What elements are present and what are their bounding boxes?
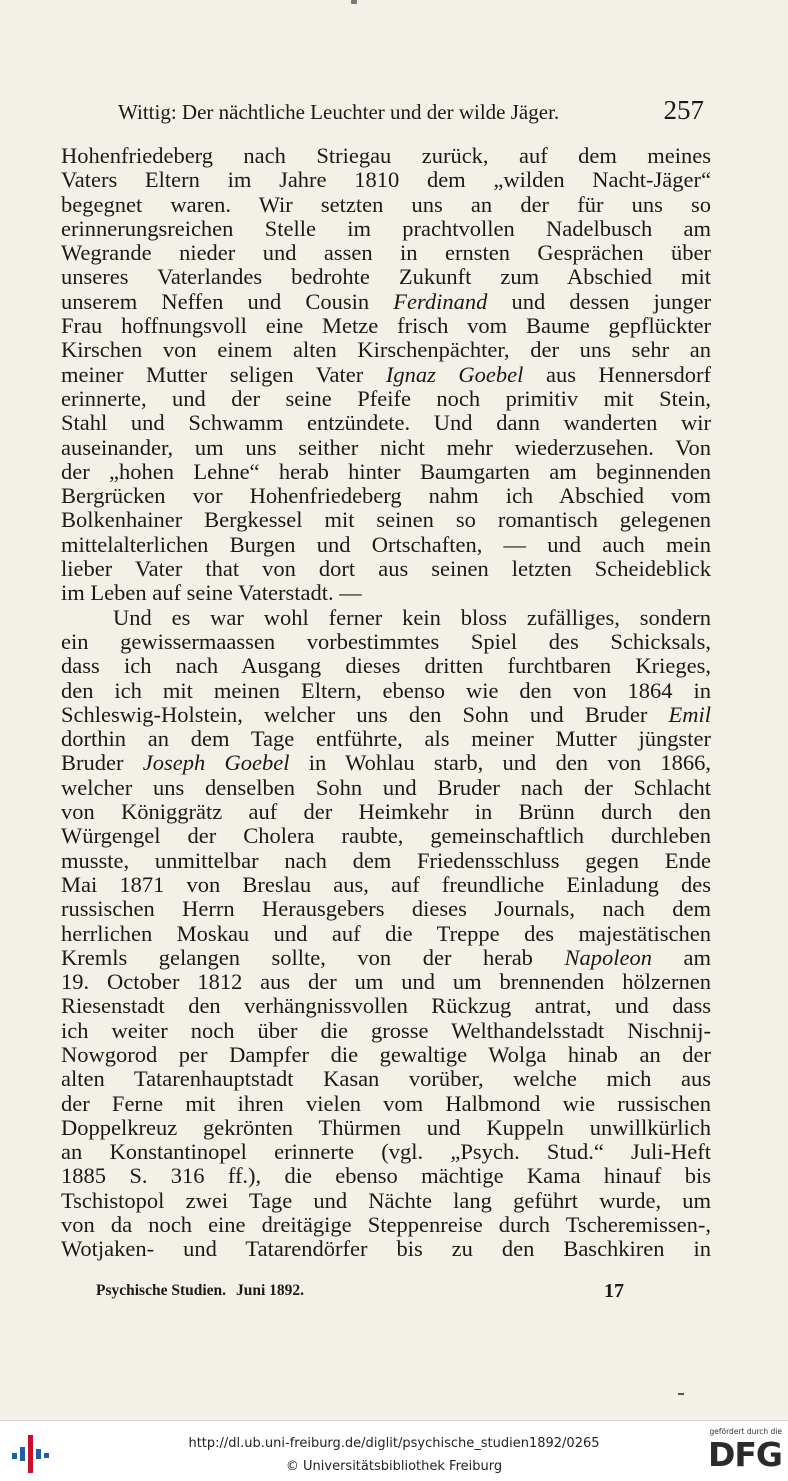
text-line: ich weiter noch über die grosse Welthandelsstadt Nischnij- xyxy=(61,1018,711,1043)
text-line: dorthin an dem Tage entführte, als meiner Mutter jüngster xyxy=(61,727,711,752)
text-line: Wotjaken- und Tatarendörfer bis zu den Baschkiren in xyxy=(61,1237,711,1262)
text-line: Stahl und Schwamm entzündete. Und dann wanderten wir xyxy=(61,411,711,436)
emphasized-name: Ferdinand xyxy=(393,289,488,314)
text-line: Tschistopol zwei Tage und Nächte lang geführt wurde, um xyxy=(61,1188,711,1213)
text-line: den ich mit meinen Eltern, ebenso wie den von 1864 in xyxy=(61,678,711,703)
text-line: mittelalterlichen Burgen und Ortschaften, — und auch mein xyxy=(61,532,711,557)
text-line: der „hohen Lehne“ herab hinter Baumgarten am beginnenden xyxy=(61,459,711,484)
text-line: russischen Herrn Herausgebers dieses Journals, nach dem xyxy=(61,897,711,922)
text-segment: aus Hennersdorf xyxy=(523,362,711,387)
text-line: Und es war wohl ferner kein bloss zufälliges, sondern xyxy=(113,605,711,630)
text-line xyxy=(61,290,711,314)
text-line: Frau hoffnungsvoll eine Metze frisch vom Baume gepflückter xyxy=(61,314,711,339)
journal-name: Psychische Studien. xyxy=(96,1282,227,1299)
text-line: dass ich nach Ausgang dieses dritten furchtbaren Krieges, xyxy=(61,654,711,679)
dfg-logo-icon xyxy=(690,1427,782,1477)
text-line: Wegrande nieder und assen in ernsten Gesprächen über xyxy=(61,241,711,266)
text-line: Riesenstadt den verhängnissvollen Rückzug antrat, und dass xyxy=(61,994,711,1019)
text-line: von da noch eine dreitägige Steppenreise durch Tscheremissen-, xyxy=(61,1213,711,1238)
text-line: Hohenfriedeberg nach Striegau zurück, auf dem meines xyxy=(61,144,711,168)
emphasized-name: Ignaz Goebel xyxy=(385,362,524,387)
text-line: welcher uns denselben Sohn und Bruder nach der Schlacht xyxy=(61,775,711,800)
text-line: herrlichen Moskau und auf die Treppe des majestätischen xyxy=(61,921,711,946)
text-line: Doppelkreuz gekrönten Thürmen und Kuppeln unwillkürlich xyxy=(61,1115,711,1140)
text-line: 1885 S. 316 ff.), die ebenso mächtige Kama hinauf bis xyxy=(61,1164,711,1189)
emphasized-name: Joseph Goebel xyxy=(142,751,290,776)
text-segment: unserem Neffen und Cousin xyxy=(61,289,394,314)
text-line: an Konstantinopel erinnerte (vgl. „Psych. Stud.“ Juli-Heft xyxy=(61,1140,711,1165)
text-line: der Ferne mit ihren vielen vom Halbmond wie russischen xyxy=(61,1091,711,1116)
text-segment: am xyxy=(651,945,711,970)
text-line: Bolkenhainer Bergkessel mit seinen so romantisch gelegenen xyxy=(61,508,711,533)
text-line xyxy=(61,946,711,970)
text-line: Nowgorod per Dampfer die gewaltige Wolga hinab an der xyxy=(61,1042,711,1067)
signature-line xyxy=(96,1279,636,1303)
dfg-caption: gefördert durch die xyxy=(709,1427,782,1436)
copyright-notice: © Universitätsbibliothek Freiburg xyxy=(285,1459,503,1474)
text-line: Vaters Eltern im Jahre 1810 dem „wilden Nacht-Jäger“ xyxy=(61,168,711,193)
text-line: ein gewissermaassen vorbestimmtes Spiel des Schicksals, xyxy=(61,629,711,654)
running-head-title: Wittig: Der nächtliche Leuchter und der wilde Jäger. xyxy=(118,100,560,124)
text-line: 19. October 1812 aus der um und um brennenden hölzernen xyxy=(61,970,711,995)
page-number: 257 xyxy=(663,95,704,125)
sheet-signature: 17 xyxy=(604,1280,624,1302)
emphasized-name: Emil xyxy=(668,702,711,727)
text-line: lieber Vater that von dort aus seinen letzten Scheideblick xyxy=(61,557,711,582)
text-line: Bergrücken vor Hohenfriedeberg nahm ich Abschied vom xyxy=(61,484,711,509)
text-line: auseinander, um uns seither nicht mehr wiederzusehen. Von xyxy=(61,435,711,460)
text-line: Kirschen von einem alten Kirschenpächter, der uns sehr an xyxy=(61,338,711,363)
text-segment: Bruder xyxy=(61,751,143,776)
text-line: erinnerte, und der seine Pfeife noch primitiv mit Stein, xyxy=(61,386,711,411)
issue-date: Juni 1892. xyxy=(236,1282,305,1299)
text-line: Würgengel der Cholera raubte, gemeinschaftlich durchleben xyxy=(61,824,711,849)
viewer-footer xyxy=(0,1420,788,1481)
permalink-url[interactable]: http://dl.ub.uni-freiburg.de/diglit/psychische_studien1892/0265 xyxy=(188,1436,600,1451)
text-segment: Schleswig-Holstein, welcher uns den Sohn und Bruder xyxy=(61,702,669,727)
text-line xyxy=(61,751,711,775)
text-line: Mai 1871 von Breslau aus, auf freundliche Einladung des xyxy=(61,872,711,897)
text-line: musste, unmittelbar nach dem Friedensschluss gegen Ende xyxy=(61,848,711,873)
text-line xyxy=(61,363,711,387)
text-line: erinnerungsreichen Stelle im prachtvollen Nadelbusch am xyxy=(61,216,711,241)
text-segment: in Wohlau starb, und den von 1866, xyxy=(289,751,711,776)
running-head xyxy=(118,96,708,128)
text-segment: Kremls gelangen sollte, von der herab xyxy=(61,945,565,970)
scan-speck xyxy=(351,0,357,4)
dfg-wordmark: DFG xyxy=(707,1435,782,1474)
text-line: begegnet waren. Wir setzten uns an der für uns so xyxy=(61,192,711,217)
emphasized-name: Napoleon xyxy=(564,945,652,970)
text-segment: meiner Mutter seligen Vater xyxy=(61,362,386,387)
text-line: im Leben auf seine Vaterstadt. — xyxy=(61,581,362,606)
text-line: alten Tatarenhauptstadt Kasan vorüber, welche mich aus xyxy=(61,1067,711,1092)
scan-speck xyxy=(678,1393,684,1395)
text-line xyxy=(61,703,711,727)
text-line: von Königgrätz auf der Heimkehr in Brünn durch den xyxy=(61,800,711,825)
text-segment: und dessen junger xyxy=(487,289,711,314)
text-line: unseres Vaterlandes bedrohte Zukunft zum Abschied mit xyxy=(61,265,711,290)
body-text xyxy=(61,144,711,1262)
